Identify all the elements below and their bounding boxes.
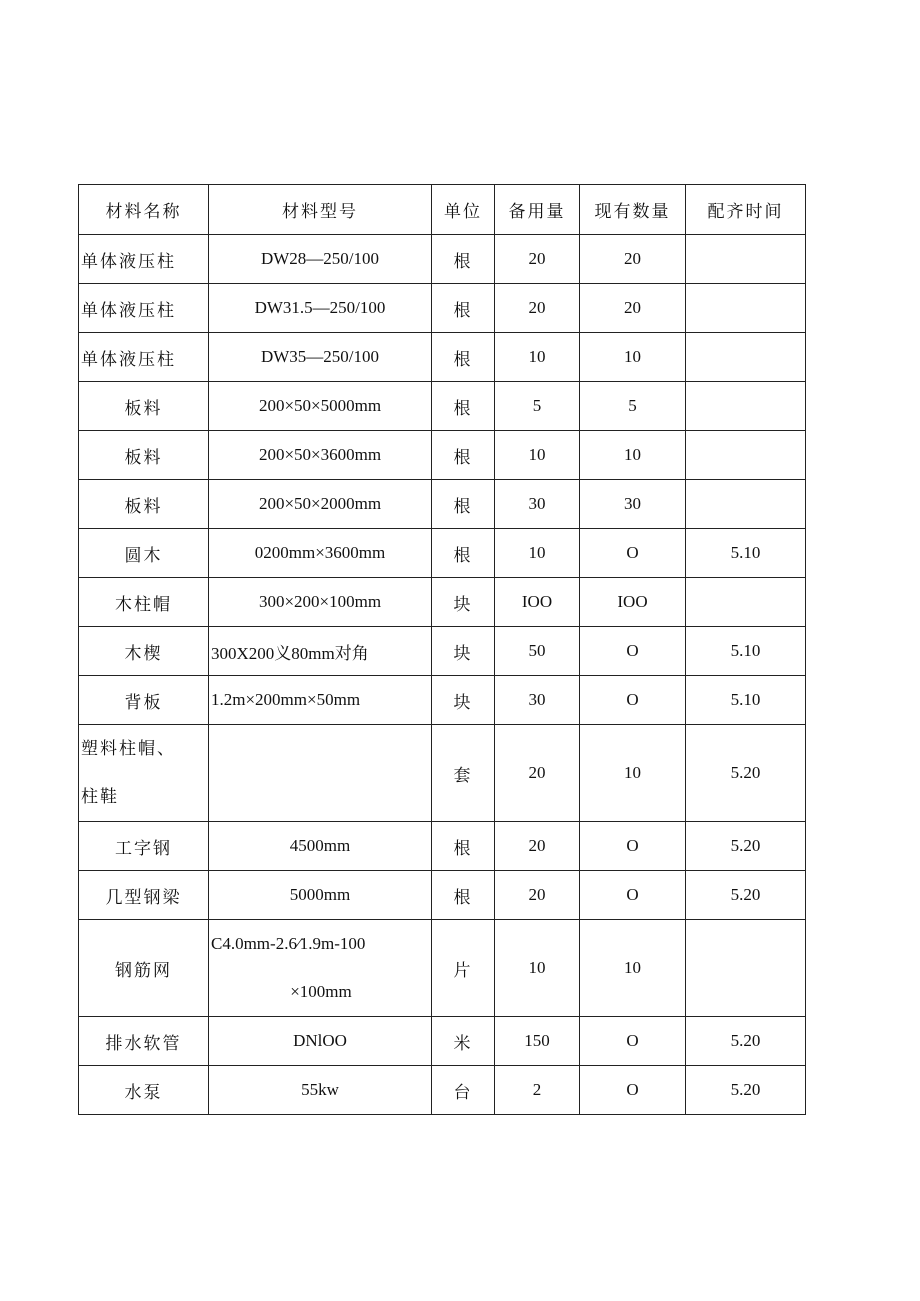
cell-model: DW31.5—250/100 [209, 284, 432, 333]
cell-unit: 根 [432, 235, 495, 284]
cell-unit: 片 [432, 920, 495, 1017]
cell-reserve: 10 [495, 431, 580, 480]
cell-reserve: 150 [495, 1017, 580, 1066]
cell-reserve: 10 [495, 333, 580, 382]
header-unit: 单位 [432, 185, 495, 235]
cell-time: 5.10 [686, 627, 806, 676]
table-row [79, 1066, 806, 1115]
table-row [79, 235, 806, 284]
cell-current: 10 [580, 725, 686, 822]
cell-model: 200×50×5000mm [209, 382, 432, 431]
cell-model: 55kw [209, 1066, 432, 1115]
cell-reserve: 30 [495, 676, 580, 725]
cell-current: 10 [580, 431, 686, 480]
cell-name: 板料 [79, 382, 209, 431]
header-material-model: 材料型号 [209, 185, 432, 235]
table-row [79, 871, 806, 920]
cell-time: 5.20 [686, 822, 806, 871]
cell-unit: 根 [432, 284, 495, 333]
cell-model: 300X200义80mm对角 [209, 627, 432, 676]
table-row [79, 627, 806, 676]
cell-reserve: 10 [495, 920, 580, 1017]
cell-unit: 套 [432, 725, 495, 822]
cell-current: O [580, 1066, 686, 1115]
cell-model: 1.2m×200mm×50mm [209, 676, 432, 725]
cell-current: IOO [580, 578, 686, 627]
cell-name [79, 725, 209, 822]
cell-name: 木柱帽 [79, 578, 209, 627]
cell-reserve: 10 [495, 529, 580, 578]
cell-time [686, 920, 806, 1017]
cell-current: 30 [580, 480, 686, 529]
cell-unit: 块 [432, 676, 495, 725]
cell-name: 水泵 [79, 1066, 209, 1115]
table-row [79, 333, 806, 382]
cell-model: 5000mm [209, 871, 432, 920]
cell-unit: 根 [432, 822, 495, 871]
cell-unit: 根 [432, 382, 495, 431]
cell-time [686, 480, 806, 529]
cell-time: 5.20 [686, 871, 806, 920]
cell-time: 5.10 [686, 676, 806, 725]
cell-unit: 块 [432, 578, 495, 627]
cell-unit: 根 [432, 333, 495, 382]
cell-name: 木楔 [79, 627, 209, 676]
cell-current: 10 [580, 920, 686, 1017]
table-row [79, 822, 806, 871]
cell-name-line2: 柱鞋 [81, 787, 119, 807]
cell-reserve: IOO [495, 578, 580, 627]
cell-name: 板料 [79, 431, 209, 480]
cell-time [686, 578, 806, 627]
cell-time [686, 333, 806, 382]
table-row [79, 284, 806, 333]
cell-name: 单体液压柱 [79, 284, 209, 333]
cell-model [209, 920, 432, 1017]
table-row [79, 382, 806, 431]
table-row [79, 725, 806, 822]
cell-name: 工字钢 [79, 822, 209, 871]
table-row [79, 920, 806, 1017]
table-row [79, 529, 806, 578]
cell-time [686, 235, 806, 284]
cell-time: 5.20 [686, 725, 806, 822]
cell-unit: 根 [432, 480, 495, 529]
cell-name: 单体液压柱 [79, 333, 209, 382]
cell-name: 圆木 [79, 529, 209, 578]
cell-unit: 块 [432, 627, 495, 676]
cell-reserve: 20 [495, 235, 580, 284]
cell-reserve: 20 [495, 725, 580, 822]
header-current-qty: 现有数量 [580, 185, 686, 235]
cell-model: 300×200×100mm [209, 578, 432, 627]
cell-reserve: 20 [495, 284, 580, 333]
table-row [79, 431, 806, 480]
header-material-name: 材料名称 [79, 185, 209, 235]
cell-current: O [580, 529, 686, 578]
cell-reserve: 30 [495, 480, 580, 529]
cell-name: 几型钢梁 [79, 871, 209, 920]
cell-model: 200×50×3600mm [209, 431, 432, 480]
cell-unit: 根 [432, 431, 495, 480]
cell-current: O [580, 627, 686, 676]
cell-unit: 台 [432, 1066, 495, 1115]
cell-reserve: 2 [495, 1066, 580, 1115]
cell-name: 背板 [79, 676, 209, 725]
cell-current: 20 [580, 235, 686, 284]
cell-current: O [580, 676, 686, 725]
header-complete-time: 配齐时间 [686, 185, 806, 235]
cell-model: 4500mm [209, 822, 432, 871]
cell-reserve: 20 [495, 871, 580, 920]
cell-reserve: 5 [495, 382, 580, 431]
cell-reserve: 20 [495, 822, 580, 871]
table-row [79, 676, 806, 725]
cell-time [686, 284, 806, 333]
cell-model: DW28—250/100 [209, 235, 432, 284]
cell-model: DNlOO [209, 1017, 432, 1066]
cell-model: 200×50×2000mm [209, 480, 432, 529]
header-reserve-qty: 备用量 [495, 185, 580, 235]
cell-unit: 米 [432, 1017, 495, 1066]
cell-time [686, 382, 806, 431]
cell-model [209, 725, 432, 822]
cell-name: 板料 [79, 480, 209, 529]
materials-table [78, 184, 806, 1115]
cell-name: 单体液压柱 [79, 235, 209, 284]
cell-current: O [580, 822, 686, 871]
cell-model: DW35—250/100 [209, 333, 432, 382]
table-row [79, 480, 806, 529]
cell-time: 5.10 [686, 529, 806, 578]
cell-time: 5.20 [686, 1017, 806, 1066]
cell-time: 5.20 [686, 1066, 806, 1115]
cell-reserve: 50 [495, 627, 580, 676]
cell-unit: 根 [432, 529, 495, 578]
cell-time [686, 431, 806, 480]
cell-model-line1: C4.0mm-2.6⁄1.9m-100 [211, 934, 366, 953]
table-row [79, 578, 806, 627]
cell-current: O [580, 871, 686, 920]
table-row [79, 1017, 806, 1066]
cell-current: 20 [580, 284, 686, 333]
cell-model-line2: ×100mm [290, 982, 352, 1001]
cell-unit: 根 [432, 871, 495, 920]
cell-name: 排水软管 [79, 1017, 209, 1066]
table-header-row [79, 185, 806, 235]
cell-name-line1: 塑料柱帽、 [81, 739, 176, 759]
cell-current: O [580, 1017, 686, 1066]
cell-name: 钢筋网 [79, 920, 209, 1017]
cell-model: 0200mm×3600mm [209, 529, 432, 578]
cell-current: 10 [580, 333, 686, 382]
cell-current: 5 [580, 382, 686, 431]
